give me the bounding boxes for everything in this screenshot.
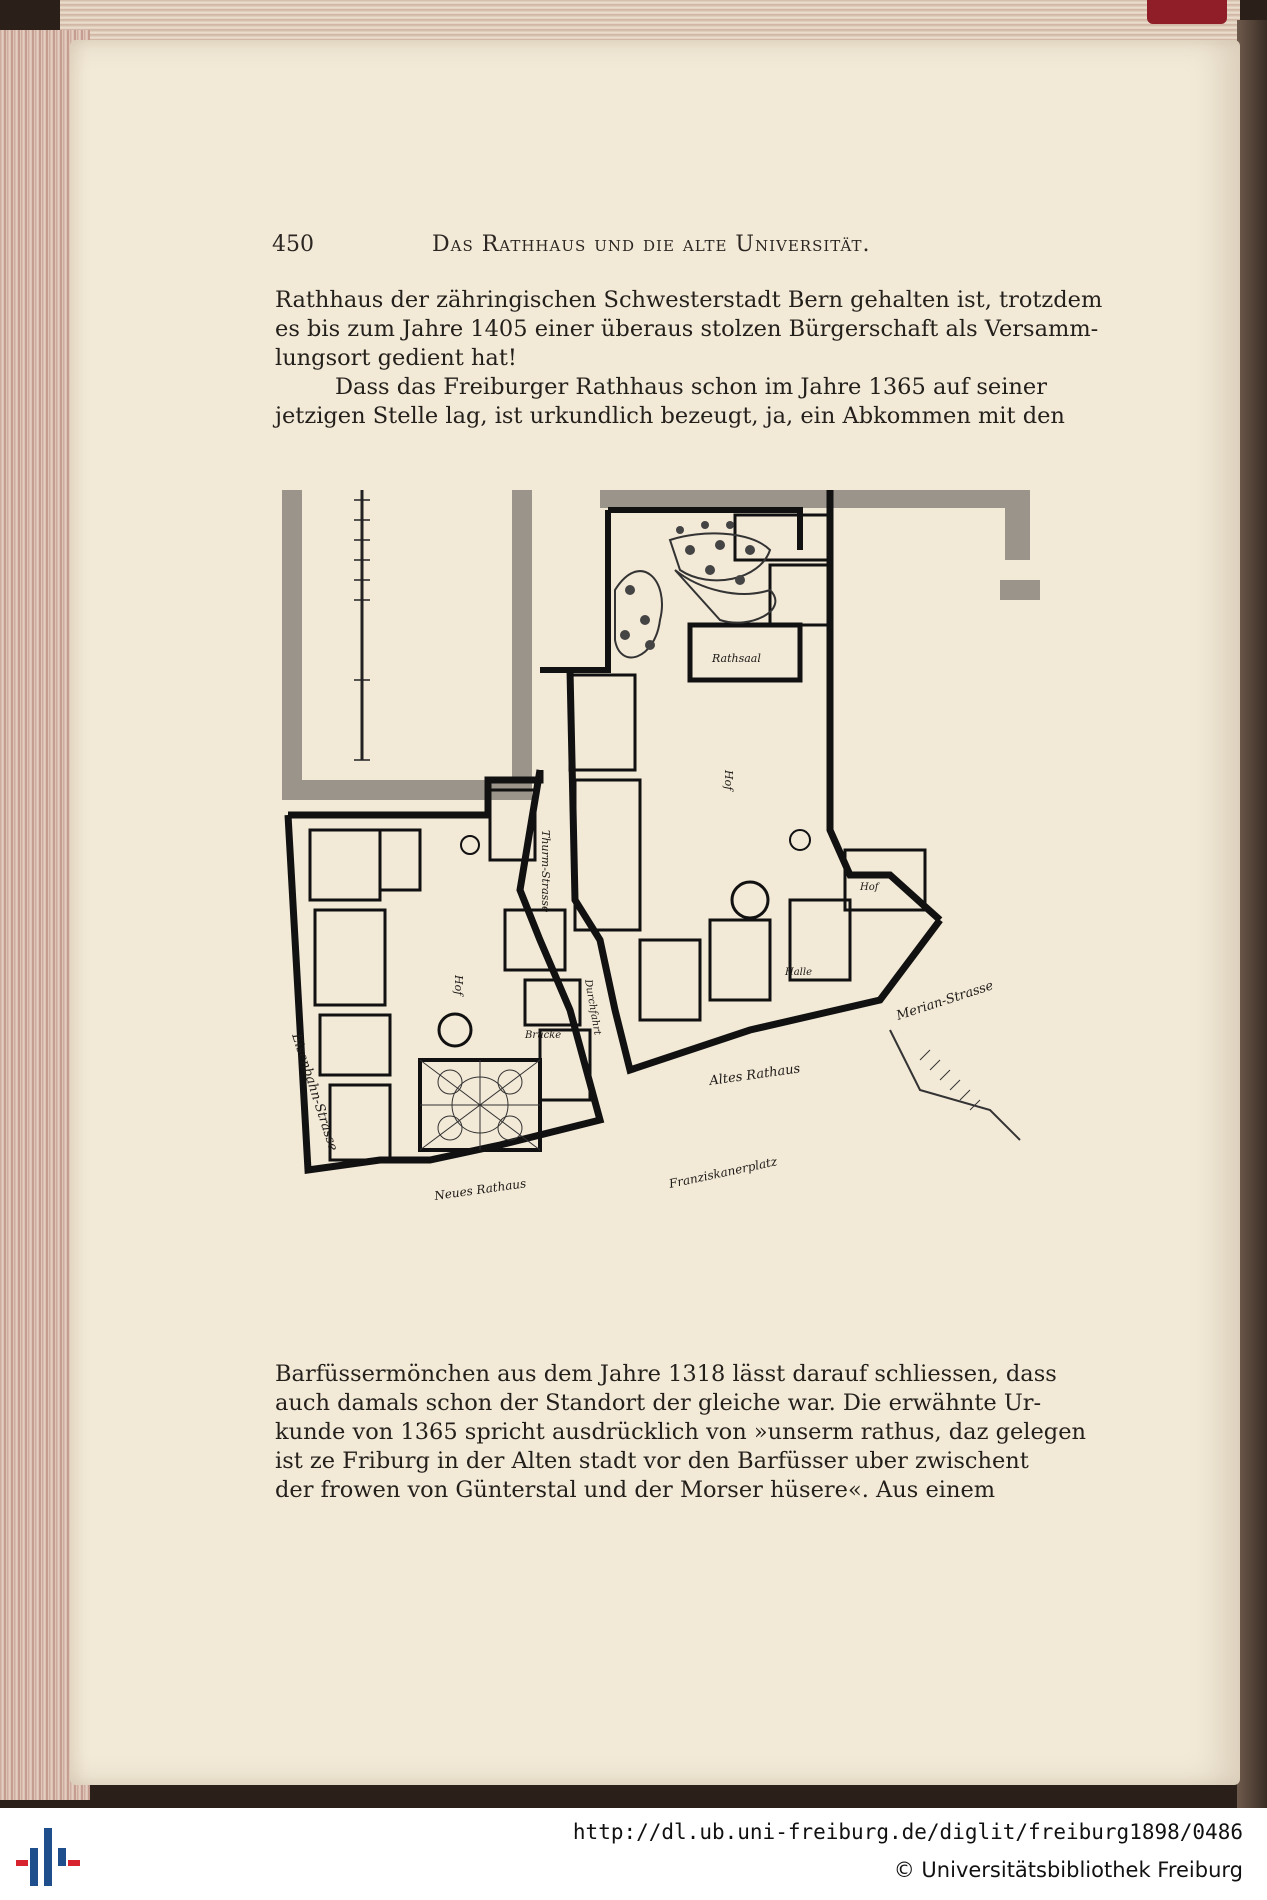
text-line: Rathhaus der zähringischen Schwesterstadt Bern gehalten ist, trotzdem: [275, 287, 1103, 313]
running-head: [272, 232, 1112, 262]
bookmark-ribbon: [1147, 0, 1227, 24]
merian-hatch: [890, 1030, 1020, 1140]
source-url-link[interactable]: http://dl.ub.uni-freiburg.de/diglit/freiburg1898/0486: [572, 1820, 1243, 1844]
page-number: 450: [272, 232, 314, 257]
label-bruecke: Brücke: [525, 1030, 562, 1041]
text-line: jetzigen Stelle lag, ist urkundlich bezeugt, ja, ein Abkommen mit den: [275, 403, 1065, 429]
label-thurm-strasse: Thurm-Strasse: [539, 830, 552, 913]
text-line: Dass das Freiburger Rathhaus schon im Jahre 1365 auf seiner: [335, 374, 1047, 400]
footer-bar: [0, 1808, 1267, 1900]
label-eisenbahn-strasse: Eisenbahn-Strasse: [288, 1031, 341, 1153]
hatch-wall: [282, 490, 302, 800]
text-line: ist ze Friburg in der Alten stadt vor den Barfüsser uber zwischent: [275, 1448, 1029, 1474]
text-line: auch damals schon der Standort der gleiche war. Die erwähnte Ur-: [275, 1390, 1042, 1416]
label-altes-rathaus: Altes Rathaus: [708, 1061, 802, 1089]
label-rathsaal: Rathsaal: [712, 652, 761, 665]
label-hof-left: Hof: [452, 975, 465, 996]
text-bottom: [275, 1360, 1105, 1505]
label-merian-strasse: Merian-Strasse: [894, 978, 996, 1024]
floor-plan: [270, 470, 1130, 1350]
label-neues-rathaus: Neues Rathaus: [433, 1176, 527, 1203]
label-franziskanerplatz: Franziskanerplatz: [667, 1154, 779, 1191]
label-hof-small: Hof: [860, 882, 879, 893]
text-line: Barfüssermönchen aus dem Jahre 1318 lässt darauf schliessen, dass: [275, 1361, 1057, 1387]
hatch-wall: [600, 490, 1020, 508]
text-top: [275, 286, 1105, 431]
label-hof-right: Hof: [722, 770, 735, 791]
text-line: der frowen von Günterstal und der Morser hüsere«. Aus einem: [275, 1477, 996, 1503]
neues-rathaus-plan: [288, 770, 600, 1170]
label-halle: Halle: [785, 967, 812, 978]
running-title: Das Rathhaus und die alte Universität.: [432, 232, 871, 257]
text-line: lungsort gedient hat!: [275, 345, 517, 371]
floor-plan-figure: [270, 470, 1130, 1350]
hatch-wall: [512, 490, 532, 800]
text-line: kunde von 1365 spricht ausdrücklich von »unserm rathus, daz gelegen: [275, 1419, 1087, 1445]
label-durchfahrt: Durchfahrt: [582, 978, 603, 1036]
text-line: es bis zum Jahre 1405 einer überaus stolzen Bürgerschaft als Versamm-: [275, 316, 1099, 342]
book-spine-shadow: [1237, 20, 1267, 1808]
star-vault: [420, 1060, 540, 1150]
hatch-wall: [1000, 580, 1040, 600]
hatch-wall: [1005, 490, 1030, 560]
copyright-text: © Universitätsbibliothek Freiburg: [893, 1858, 1243, 1882]
library-logo-icon: [14, 1822, 84, 1892]
